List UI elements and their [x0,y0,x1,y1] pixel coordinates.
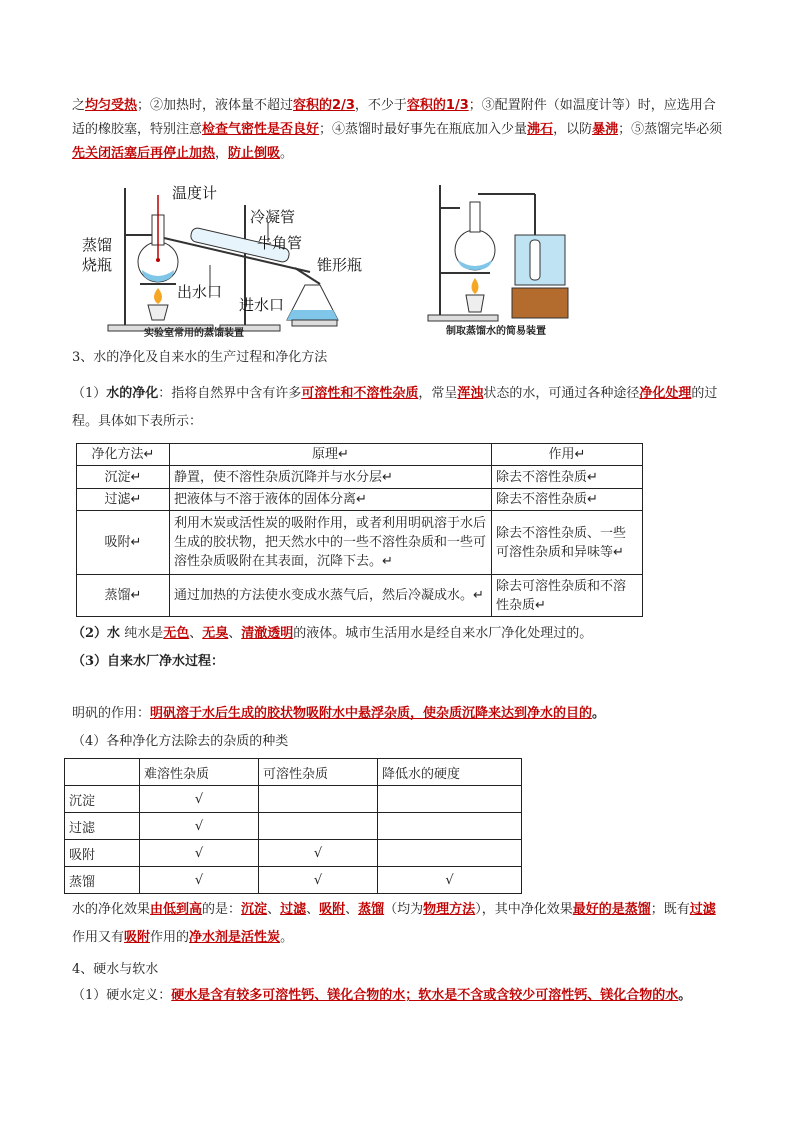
table-row: 过滤↵ 把液体与不溶于液体的固体分离↵ 除去不溶性杂质↵ [77,489,643,511]
hard-water-definition: （1）硬水定义：硬水是含有较多可溶性钙、镁化合物的水；软水是不含或含较少可溶性钙、镁化合物的水。 [72,988,692,1003]
water-plant-heading: （3）自来水厂净水过程： [72,654,225,669]
table-row: 沉淀↵ 静置，使不溶性杂质沉降并与水分层↵ 除去不溶性杂质↵ [77,466,643,489]
section-4-heading: 4、硬水与软水 [72,962,159,977]
label-water-out: 出水口 [177,283,223,301]
table-header-row: 难溶性杂质 可溶性杂质 降低水的硬度 [65,759,522,786]
label-flask-2: 烧瓶 [82,256,113,274]
figure2-caption: 制取蒸馏水的简易装置 [446,326,546,337]
table-row: 蒸馏↵ 通过加热的方法使水变成水蒸气后，然后冷凝成水。↵ 除去可溶性杂质和不溶性杂质↵ [77,575,643,617]
distillation-apparatus-figure [80,180,380,342]
label-water-in: 进水口 [239,296,285,314]
label-condenser: 冷凝管 [250,208,296,226]
label-conical-flask: 锥形瓶 [317,256,363,274]
distillation-notes-paragraph: 之均匀受热；②加热时，液体量不超过容积的2/3，不少于容积的1/3；③配置附件（如温度计等）时，应选用合适的橡胶塞，特别注意检查气密性是否良好；④蒸馏时最好事先在瓶底加入少量沸石，以防暴沸；⑤蒸馏完毕必须先关闭活塞后再停止加热，防止倒吸。 [72,98,723,161]
impurity-types-heading: （4）各种净化方法除去的杂质的种类 [72,734,289,749]
purification-definition: （1）水的净化：指将自然界中含有许多可溶性和不溶性杂质，常呈浑浊状态的水，可通过各种途径净化处理的过程。具体如下表所示： [72,386,718,429]
label-flask-1: 蒸馏 [82,236,113,254]
purification-effect-paragraph: 水的净化效果由低到高的是：沉淀、过滤、吸附、蒸馏（均为物理方法），其中净化效果最好的是蒸馏；既有过滤作用又有吸附作用的净水剂是活性炭。 [72,902,716,945]
table-row: 沉淀 √ [65,786,522,813]
table-header-row: 净化方法↵ 原理↵ 作用↵ [77,444,643,466]
purification-methods-table [76,443,643,617]
table-row: 过滤 √ [65,813,522,840]
pure-water-paragraph: （2）水 纯水是无色、无臭、清澈透明的液体。城市生活用水是经自来水厂净化处理过的。 [72,626,593,641]
table-row: 吸附 √ √ [65,840,522,867]
impurity-removal-table [64,758,522,894]
simple-distilled-water-figure [420,180,570,325]
figure1-caption: 实验室常用的蒸馏装置 [144,328,244,339]
label-thermometer: 温度计 [172,184,218,202]
alum-function-paragraph: 明矾的作用：明矾溶于水后生成的胶状物吸附水中悬浮杂质，使杂质沉降来达到净水的目的。 [72,706,606,721]
table-row: 蒸馏 √ √ √ [65,867,522,894]
section-3-heading: 3、水的净化及自来水的生产过程和净化方法 [72,350,328,365]
label-adapter: 牛角管 [257,234,303,252]
table-row: 吸附↵ 利用木炭或活性炭的吸附作用，或者利用明矾溶于水后生成的胶状物，把天然水中的一些不溶性杂质和一些可溶性杂质吸附在其表面，沉降下去。↵ 除去不溶性杂质、一些可溶性杂质和异味等↵ [77,511,643,575]
